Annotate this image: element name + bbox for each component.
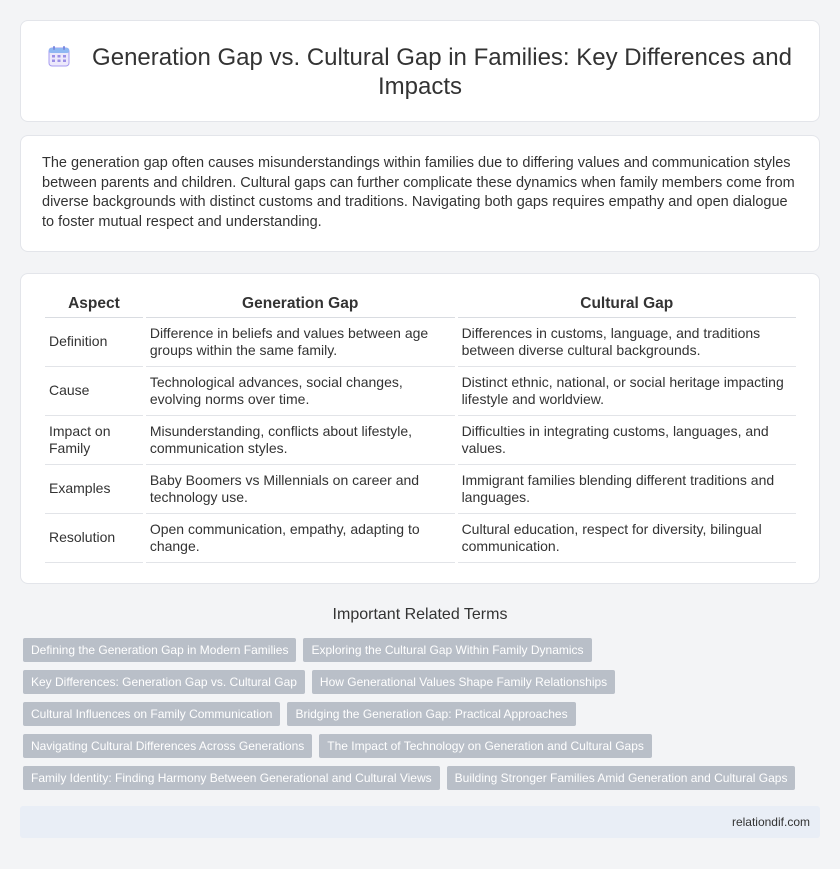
tag-row (23, 702, 576, 726)
related-term-link[interactable]: How Generational Values Shape Family Relationships (312, 670, 615, 694)
page-title-line2: Impacts (377, 73, 463, 100)
row-cultural-gap: Immigrant families blending different traditions and languages. (458, 465, 796, 514)
intro-card (20, 135, 820, 252)
related-term-link[interactable]: Cultural Influences on Family Communication (23, 702, 280, 726)
footer (20, 806, 820, 838)
row-generation-gap: Baby Boomers vs Millennials on career and technology use. (146, 465, 455, 514)
row-aspect: Definition (45, 318, 143, 367)
page-title: Generation Gap vs. Cultural Gap in Families: Key Differences and (92, 44, 792, 71)
row-generation-gap: Difference in beliefs and values between age groups within the same family. (146, 318, 455, 367)
comparison-card (20, 273, 820, 584)
table-row (45, 514, 796, 563)
row-cultural-gap: Difficulties in integrating customs, languages, and values. (458, 416, 796, 465)
table-header-row (45, 290, 796, 318)
related-term-link[interactable]: Exploring the Cultural Gap Within Family Dynamics (303, 638, 591, 662)
header-cultural-gap: Cultural Gap (458, 290, 796, 318)
header-generation-gap: Generation Gap (146, 290, 455, 318)
related-term-link[interactable]: Family Identity: Finding Harmony Between Generational and Cultural Views (23, 766, 440, 790)
related-term-link[interactable]: Key Differences: Generation Gap vs. Cultural Gap (23, 670, 305, 694)
comparison-table (42, 290, 799, 563)
row-cultural-gap: Differences in customs, language, and traditions between diverse cultural backgrounds. (458, 318, 796, 367)
row-aspect: Cause (45, 367, 143, 416)
table-row (45, 367, 796, 416)
table-row (45, 465, 796, 514)
related-term-link[interactable]: Building Stronger Families Amid Generation and Cultural Gaps (447, 766, 796, 790)
row-generation-gap: Technological advances, social changes, evolving norms over time. (146, 367, 455, 416)
related-term-link[interactable]: Bridging the Generation Gap: Practical Approaches (287, 702, 575, 726)
related-term-link[interactable]: Navigating Cultural Differences Across Generations (23, 734, 312, 758)
site-name: relationdif.com (731, 815, 810, 829)
tag-row (23, 766, 795, 790)
related-term-link[interactable]: Defining the Generation Gap in Modern Families (23, 638, 296, 662)
header-aspect: Aspect (45, 290, 143, 318)
row-aspect: Resolution (45, 514, 143, 563)
header-card (20, 20, 820, 122)
tag-row (23, 638, 592, 662)
row-aspect: Examples (45, 465, 143, 514)
tag-row (23, 670, 615, 694)
row-generation-gap: Misunderstanding, conflicts about lifestyle, communication styles. (146, 416, 455, 465)
row-generation-gap: Open communication, empathy, adapting to change. (146, 514, 455, 563)
table-row (45, 416, 796, 465)
table-row (45, 318, 796, 367)
row-cultural-gap: Distinct ethnic, national, or social heritage impacting lifestyle and worldview. (458, 367, 796, 416)
page-header (21, 43, 819, 101)
related-term-link[interactable]: The Impact of Technology on Generation and Cultural Gaps (319, 734, 652, 758)
row-cultural-gap: Cultural education, respect for diversity, bilingual communication. (458, 514, 796, 563)
tag-row (23, 734, 652, 758)
calendar-icon (48, 45, 70, 67)
related-terms-heading: Important Related Terms (332, 606, 508, 623)
intro-paragraph: The generation gap often causes misunderstandings within families due to differing values and communication styles between parents and children. Cultural gaps can further complicate these dynamics when family members come from diverse backgrounds with distinct customs and traditions. Navigating both gaps requires empathy and open dialogue to foster mutual respect and understanding. (42, 155, 795, 230)
row-aspect: Impact on Family (45, 416, 143, 465)
